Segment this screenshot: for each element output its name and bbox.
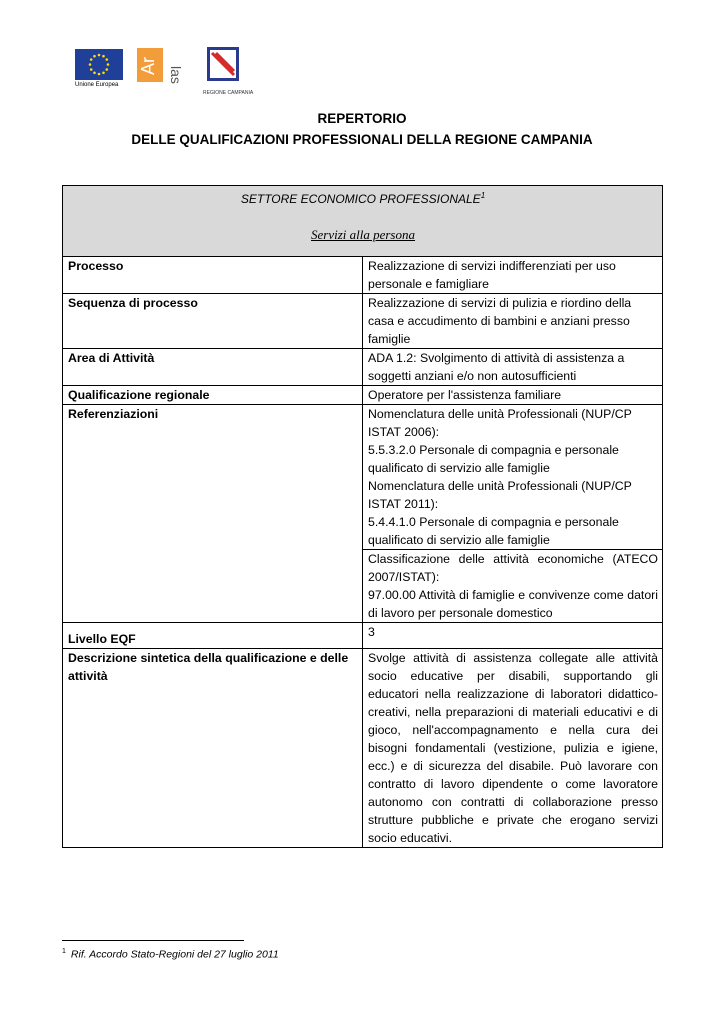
sequenza-label: Sequenza di processo	[63, 294, 363, 349]
table-row	[63, 386, 663, 405]
sequenza-value: Realizzazione di servizi di pulizia e riordino della casa e accudimento di bambini e anziani presso famiglie	[363, 294, 663, 349]
area-value: ADA 1.2: Svolgimento di attività di assistenza a soggetti anziani e/o non autosufficienti	[363, 349, 663, 386]
document-title: REPERTORIO	[317, 111, 407, 126]
referenziazioni-ateco-cell	[363, 550, 663, 623]
sector-header-cell	[63, 186, 663, 257]
sector-label: SETTORE ECONOMICO PROFESSIONALE	[240, 192, 481, 206]
area-label: Area di Attività	[63, 349, 363, 386]
nup2011-title: Nomenclatura delle unità Professionali (NUP/CP ISTAT 2011):	[368, 479, 632, 511]
nup2006-title: Nomenclatura delle unità Professionali (NUP/CP ISTAT 2006):	[368, 407, 632, 439]
qualification-table	[62, 185, 663, 848]
eu-logo	[75, 49, 125, 93]
nup2011-value: 5.4.4.1.0 Personale di compagnia e personale qualificato di servizio alle famiglie	[368, 515, 619, 547]
footnote-separator	[62, 940, 244, 941]
table-row	[63, 257, 663, 294]
document-subtitle: DELLE QUALIFICAZIONI PROFESSIONALI DELLA REGIONE CAMPANIA	[131, 132, 593, 147]
footnote-number: 1	[62, 948, 66, 955]
table-row	[63, 405, 663, 550]
eqf-value: 3	[363, 623, 663, 649]
campania-caption: REGIONE CAMPANIA	[203, 90, 254, 96]
table-row	[63, 294, 663, 349]
table-row	[63, 349, 663, 386]
referenziazioni-label: Referenziazioni	[63, 405, 363, 623]
processo-label: Processo	[63, 257, 363, 294]
descrizione-value: Svolge attività di assistenza collegate alle attività socio educative per disabili, supportando gli educatori nella realizzazione di laboratori didattico-creativi, nella preparazioni di materiali educativi e di gioco, nell'accompagnamento e nella cura dei bisogni fondamentali (vestizione, pulizia e igiene, ecc.) e di sicurezza del disabile. Può lavorare con contratto di lavoro dipendente o come lavoratore autonomo con contratti di collaborazione presso strutture pubbliche e private che erogano servizi socio educativi.	[363, 649, 663, 848]
descrizione-label: Descrizione sintetica della qualificazione e delle attività	[63, 649, 363, 848]
arlas-logo-icon	[137, 46, 183, 88]
table-row	[63, 623, 663, 649]
processo-value: Realizzazione di servizi indifferenziati per uso personale e famigliare	[363, 257, 663, 294]
sector-value: Servizi alla persona	[311, 227, 415, 242]
footnote-ref: 1	[480, 191, 486, 200]
footnote-text: Rif. Accordo Stato-Regioni del 27 luglio 2011	[70, 948, 279, 961]
referenziazioni-nup-cell	[363, 405, 663, 550]
campania-shield-icon	[203, 46, 243, 84]
table-row	[63, 649, 663, 848]
arlas-logo	[137, 46, 183, 88]
svg-text:Ar: Ar	[138, 57, 158, 75]
nup2006-value: 5.5.3.2.0 Personale di compagnia e personale qualificato di servizio alle famiglie	[368, 443, 619, 475]
ateco-value: 97.00.00 Attività di famiglie e convivenze come datori di lavoro per personale domestico	[368, 588, 658, 620]
svg-text:las: las	[168, 66, 183, 84]
sector-row	[63, 186, 663, 257]
eu-flag-icon	[75, 49, 123, 80]
qualificazione-value: Operatore per l'assistenza familiare	[363, 386, 663, 405]
ateco-title: Classificazione delle attività economiche (ATECO 2007/ISTAT):	[368, 552, 658, 584]
footnote	[62, 948, 279, 961]
qualificazione-label: Qualificazione regionale	[63, 386, 363, 405]
eu-caption: Unione Europea	[75, 82, 119, 88]
eqf-label: Livello EQF	[63, 623, 363, 649]
regione-campania-logo	[203, 46, 254, 96]
sector-title	[68, 187, 658, 208]
